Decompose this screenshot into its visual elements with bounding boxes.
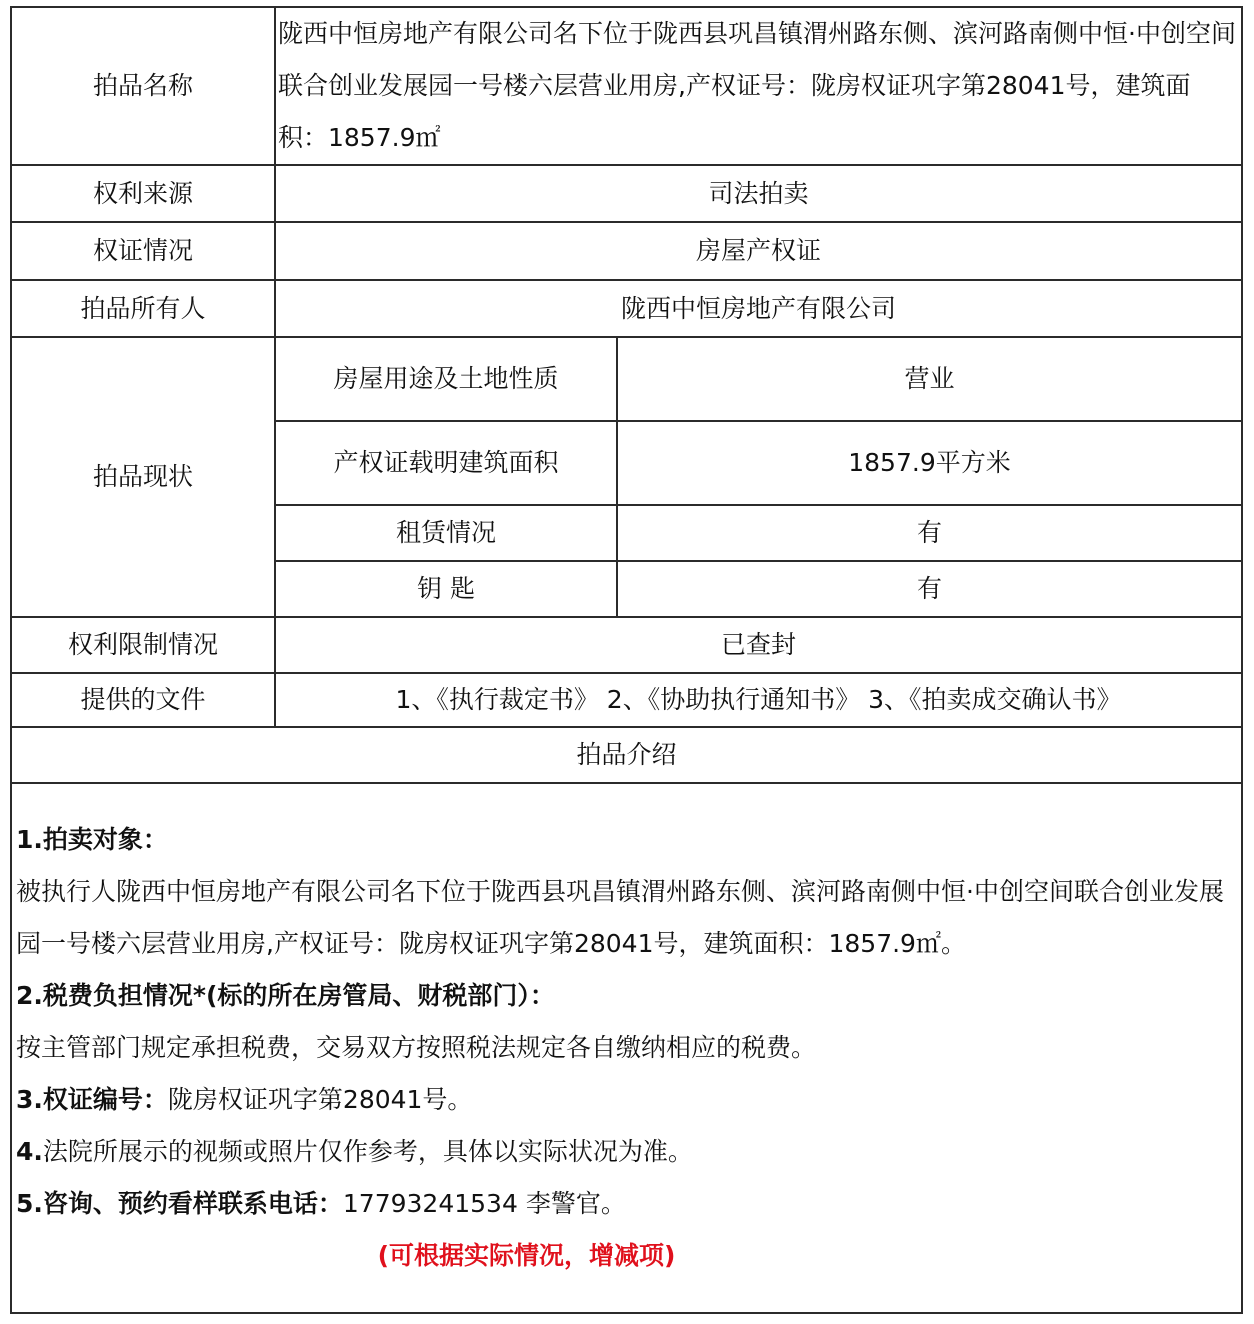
section-5-title: 5.咨询、预约看样联系电话： [16,1189,343,1218]
section-2-title: 2.税费负担情况*(标的所在房管局、财税部门）： [16,981,555,1010]
documents-label: 提供的文件 [11,673,275,727]
row-intro-header [11,727,1242,783]
row-owner [11,280,1242,337]
rights-source-label: 权利来源 [11,165,275,222]
intro-body [11,783,1242,1313]
section-4-line [16,1126,1237,1178]
item-name-cell [275,7,1242,165]
row-item-name [11,7,1242,165]
restriction-value: 已查封 [275,617,1242,673]
status-usage-value: 营业 [617,337,1242,421]
section-3-body: 陇房权证巩字第28041号。 [167,1085,473,1114]
row-intro-body [11,783,1242,1313]
section-5-body: 17793241534 李警官。 [342,1189,626,1218]
intro-header: 拍品介绍 [11,727,1242,783]
rights-source-value: 司法拍卖 [275,165,1242,222]
section-3-line [16,1074,1237,1126]
status-lease-value: 有 [617,505,1242,561]
status-key-value: 有 [617,561,1242,617]
restriction-label: 权利限制情况 [11,617,275,673]
section-1-body: 被执行人陇西中恒房地产有限公司名下位于陇西县巩昌镇渭州路东侧、滨河路南侧中恒·中创空间联合创业发展园一号楼六层营业用房,产权证号：陇房权证巩字第28041号，建筑面积：1857.9㎡。 [16,877,1224,958]
status-area-label: 产权证载明建筑面积 [275,421,617,505]
section-2-body: 按主管部门规定承担税费，交易双方按照税法规定各自缴纳相应的税费。 [16,1033,817,1062]
item-name-value: 陇西中恒房地产有限公司名下位于陇西县巩昌镇渭州路东侧、滨河路南侧中恒·中创空间联合创业发展园一号楼六层营业用房,产权证号：陇房权证巩字第28041号，建筑面积：1857.9㎡ [278,19,1236,152]
status-key-label: 钥 匙 [275,561,617,617]
status-label: 拍品现状 [11,337,275,617]
section-5-line [16,1178,1237,1230]
owner-label: 拍品所有人 [11,280,275,337]
owner-value: 陇西中恒房地产有限公司 [275,280,1242,337]
row-rights-source [11,165,1242,222]
row-documents [11,673,1242,727]
section-1-title: 1.拍卖对象： [16,825,168,854]
status-area-value: 1857.9平方米 [617,421,1242,505]
section-3-title: 3.权证编号： [16,1085,168,1114]
section-4-body: 法院所展示的视频或照片仅作参考，具体以实际状况为准。 [42,1137,693,1166]
section-4-number: 4. [16,1137,43,1166]
certificate-value: 房屋产权证 [275,222,1242,280]
row-certificate [11,222,1242,280]
row-status-usage [11,337,1242,421]
status-lease-label: 租赁情况 [275,505,617,561]
documents-value: 1、《执行裁定书》 2、《协助执行通知书》 3、《拍卖成交确认书》 [275,673,1242,727]
certificate-label: 权证情况 [11,222,275,280]
item-name-label: 拍品名称 [11,7,275,165]
auction-info-table [10,6,1243,1314]
row-restriction [11,617,1242,673]
status-usage-label: 房屋用途及土地性质 [275,337,617,421]
adjust-note: (可根据实际情况，增减项) [377,1241,676,1270]
